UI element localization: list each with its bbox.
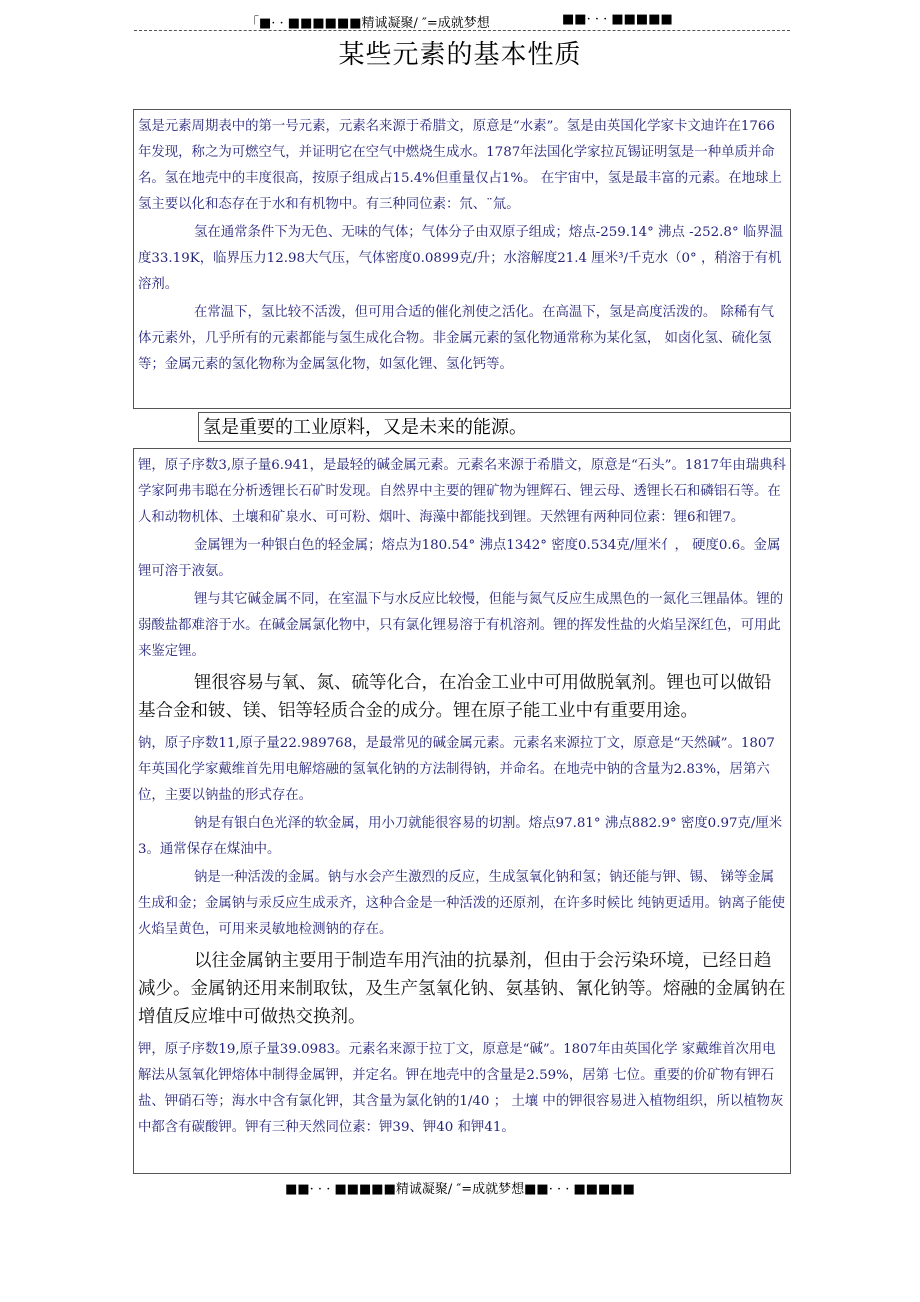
hydrogen-note: 氢是重要的工业原料，又是未来的能源。 bbox=[203, 417, 527, 438]
page-header bbox=[0, 8, 920, 34]
lithium-paragraph-4: 锂很容易与氧、氮、硫等化合，在冶金工业中可用做脱氧剂。锂也可以做铅基合金和铍、镁、铝等轻质合金的成分。锂在原子能工业中有重要用途。 bbox=[138, 673, 772, 721]
page-title: 某些元素的基本性质 bbox=[338, 40, 582, 70]
sodium-paragraph-4: 以往金属钠主要用于制造车用汽油的抗暴剂，但由于会污染环境，已经日趋减少。金属钠还用来制取钛，及生产氢氧化钠、氨基钠、氰化钠等。熔融的金属钠在增值反应堆中可做热交换剂。 bbox=[138, 951, 786, 1027]
potassium-paragraph-1: 钾，原子序数19,原子量39.0983。元素名来源于拉丁文，原意是“碱”。1807年由英国化学 家戴维首次用电解法从氢氧化钾熔体中制得金属钾，并定名。钾在地壳中的含量是2.59%，居第 七位。重要的价矿物有钾石盐、钾硝石等；海水中含有氯化钾，其含量为氯化钠的1/40 ； 土壤 中的钾很容易进入植物组织，所以植物灰中都含有碳酸钾。钾有三种天然同位素：钾39、钾40 和钾41。 bbox=[138, 1042, 784, 1135]
lithium-paragraph-3: 锂与其它碱金属不同，在室温下与水反应比较慢，但能与氮气反应生成黑色的一氮化三锂晶体。锂的弱酸盐都难溶于水。在碱金属氯化物中，只有氯化锂易溶于有机溶剂。锂的挥发性盐的火焰呈深红色，可用此来鉴定锂。 bbox=[138, 592, 784, 659]
hydrogen-paragraph-3: 在常温下，氢比较不活泼，但可用合适的催化剂使之活化。在高温下，氢是高度活泼的。 除稀有气体元素外，几乎所有的元素都能与氢生成化合物。非金属元素的氢化物通常称为某化氢， 如卤化氢、硫化氢等；金属元素的氢化物称为金属氢化物，如氢化锂、氢化钙等。 bbox=[138, 305, 775, 372]
header-rule bbox=[134, 30, 790, 31]
lithium-paragraph-1: 锂，原子序数3,原子量6.941，是最轻的碱金属元素。元素名来源于希腊文，原意是“石头”。1817年由瑞典科学家阿弗韦聪在分析透锂长石矿时发现。自然界中主要的锂矿物为锂辉石、锂云母、透锂长石和磷铝石等。在人和动物机体、土壤和矿泉水、可可粉、烟叶、海藻中都能找到锂。天然锂有两种同位素：锂6和锂7。 bbox=[138, 458, 786, 525]
lithium-paragraph-2: 金属锂为一种银白色的轻金属；熔点为180.54° 沸点1342° 密度0.534克/厘米亻， 硬度0.6。金属锂可溶于液氨。 bbox=[138, 538, 781, 579]
hydrogen-paragraph-1: 氢是元素周期表中的第一号元素，元素名来源于希腊文，原意是“水素”。氢是由英国化学家卡文迪许在1766年发现，称之为可燃空气，并证明它在空气中燃烧生成水。1787年法国化学家拉瓦锡证明氢是一种单质并命名。氢在地壳中的丰度很高，按原子组成占15.4%但重量仅占1%。 在宇宙中，氢是最丰富的元素。在地球上氢主要以化和态存在于水和有机物中。有三种同位素：氘、¨氚。 bbox=[138, 119, 782, 212]
hydrogen-note-box bbox=[198, 412, 791, 442]
hydrogen-paragraph-2: 氢在通常条件下为无色、无味的气体；气体分子由双原子组成；熔点-259.14° 沸点 -252.8° 临界温度33.19K，临界压力12.98大气压，气体密度0.0899克/升；水溶解度21.4 厘米³/千克水（0° ，稍溶于有机溶剂。 bbox=[138, 225, 784, 292]
header-right-text: ■■· · · ■■■■■ bbox=[562, 12, 673, 27]
hydrogen-box bbox=[133, 109, 791, 409]
page-footer: ■■· · · ■■■■■精诚凝聚/ ″=成就梦想■■· · · ■■■■■ bbox=[285, 1182, 635, 1197]
header-left-text: 「■· · ■■■■■■精诚凝聚/ ″=成就梦想 bbox=[246, 16, 490, 31]
sodium-paragraph-1: 钠，原子序数11,原子量22.989768，是最常见的碱金属元素。元素名来源拉丁文，原意是“天然碱”。1807年英国化学家戴维首先用电解熔融的氢氧化钠的方法制得钠，并命名。在地壳中钠的含量为2.83%，居第六位，主要以钠盐的形式存在。 bbox=[138, 736, 775, 803]
sodium-paragraph-2: 钠是有银白色光泽的软金属，用小刀就能很容易的切割。熔点97.81° 沸点882.9° 密度0.97克/厘米3。通常保存在煤油中。 bbox=[138, 816, 783, 857]
elements-box bbox=[133, 448, 791, 1174]
sodium-paragraph-3: 钠是一种活泼的金属。钠与水会产生激烈的反应，生成氢氧化钠和氢；钠还能与钾、锡、 锑等金属生成和金；金属钠与汞反应生成汞齐，这种合金是一种活泼的还原剂，在许多时候比 纯钠更适用。钠离子能使火焰呈黄色，可用来灵敏地检测钠的存在。 bbox=[138, 870, 786, 937]
